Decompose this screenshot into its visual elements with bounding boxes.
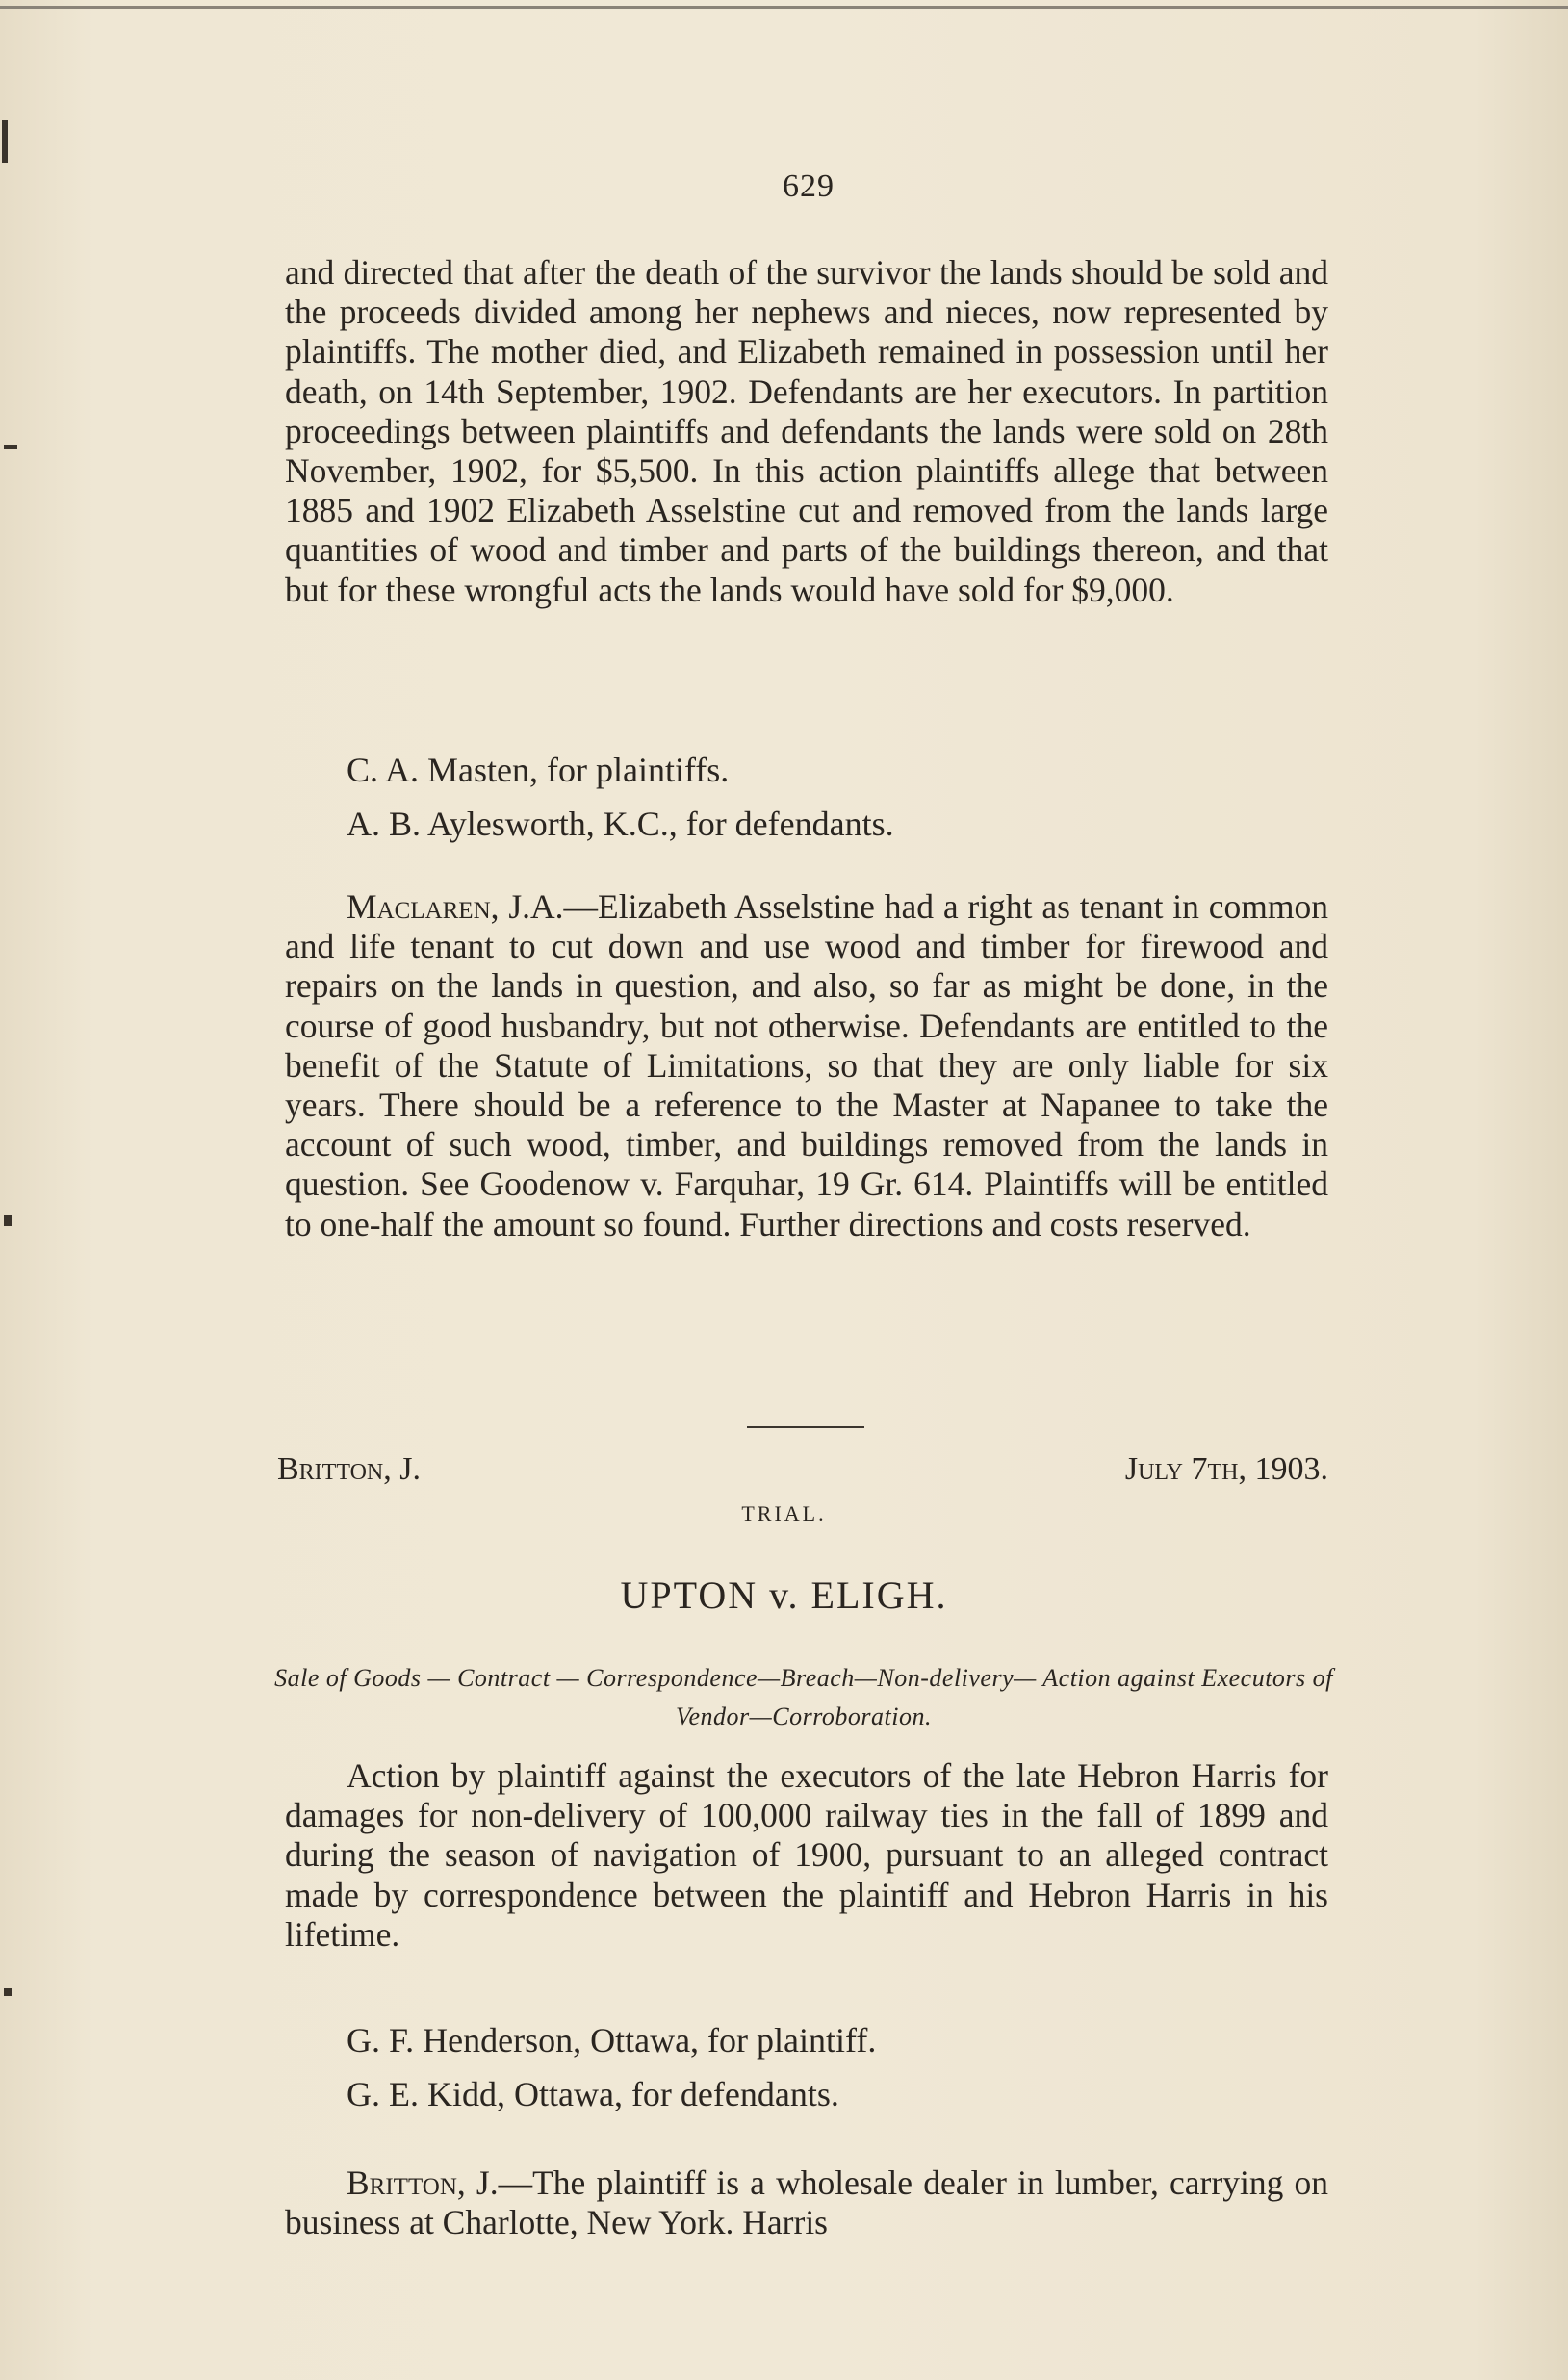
judgment-text: —Elizabeth Asselstine had a right as tenant in common and life tenant to cut down and use wood and timber for firewood and repairs on the lands in question, and also, so far as might be done, in the course of good husbandry, but not otherwise. Defendants are entitled to the benefit of the Statute of Limitations, so that they are only liable for six years. There should be a reference to the Master at Napanee to take the account of such wood, timber, and buildings removed from the lands in question. See Goodenow v. Farquhar, 19 Gr. 614. Plaintiffs will be entitled to one-half the amount so found. Further directions and costs reserved. xyxy=(285,887,1328,1243)
case-title: UPTON v. ELIGH. xyxy=(620,1574,948,1617)
headnote: Sale of Goods — Contract — Correspondence—Breach—Non-delivery— Action against Executors of Vendor—Corroboration. xyxy=(274,1664,1333,1730)
counsel-line: C. A. Masten, for plaintiffs. xyxy=(347,751,730,789)
counsel-list-1 xyxy=(285,743,1328,851)
section-divider xyxy=(747,1426,864,1428)
counsel-line: G. F. Henderson, Ottawa, for plaintiff. xyxy=(347,2021,877,2060)
case-header-line xyxy=(277,1451,1328,1488)
judge-name: Britton, J. xyxy=(347,2163,499,2202)
continued-paragraph-block xyxy=(285,253,1328,610)
continued-paragraph: and directed that after the death of the survivor the lands should be sold and the proceeds divided among her nephews and nieces, now represented by plaintiffs. The mother died, and Elizabeth remained in possession until her death, on 14th September, 1902. Defendants are her executors. In partition proceedings between plaintiffs and defendants the lands were sold on 28th November, 1902, for $5,500. In this action plaintiffs allege that between 1885 and 1902 Elizabeth Asselstine cut and removed from the lands large quantities of wood and timber and parts of the buildings thereon, and that but for these wrongful acts the lands would have sold for $9,000. xyxy=(285,253,1328,609)
judge-name: Maclaren, J.A. xyxy=(347,887,564,926)
judgment-paragraph xyxy=(285,2163,1328,2242)
counsel-line: G. E. Kidd, Ottawa, for defendants. xyxy=(347,2075,839,2113)
judgment-block-1 xyxy=(285,887,1328,1244)
case-date: July 7th, 1903. xyxy=(1124,1451,1328,1487)
judgment-block-2 xyxy=(285,2163,1328,2242)
judgment-text: —The plaintiff is a wholesale dealer in lumber, carrying on business at Charlotte, New York. Harris xyxy=(285,2163,1328,2242)
case-judge: Britton, J. xyxy=(277,1451,421,1487)
margin-mark xyxy=(4,445,17,449)
margin-mark xyxy=(2,120,8,163)
statement-paragraph: Action by plaintiff against the executors of the late Hebron Harris for damages for non-delivery of 100,000 railway ties in the fall of 1899 and during the season of navigation of 1900, pursuant to an alleged contract made by correspondence between the plaintiff and Hebron Harris in his lifetime. xyxy=(285,1756,1328,1954)
margin-mark xyxy=(4,1215,12,1226)
judgment-paragraph xyxy=(285,887,1328,1244)
margin-mark xyxy=(4,1988,12,1996)
top-rule xyxy=(0,6,1568,9)
statement-block xyxy=(285,1756,1328,1955)
counsel-list-2 xyxy=(285,2013,1328,2121)
page-number: 629 xyxy=(783,168,835,204)
trial-label: TRIAL. xyxy=(741,1501,827,1525)
counsel-line: A. B. Aylesworth, K.C., for defendants. xyxy=(347,805,894,843)
